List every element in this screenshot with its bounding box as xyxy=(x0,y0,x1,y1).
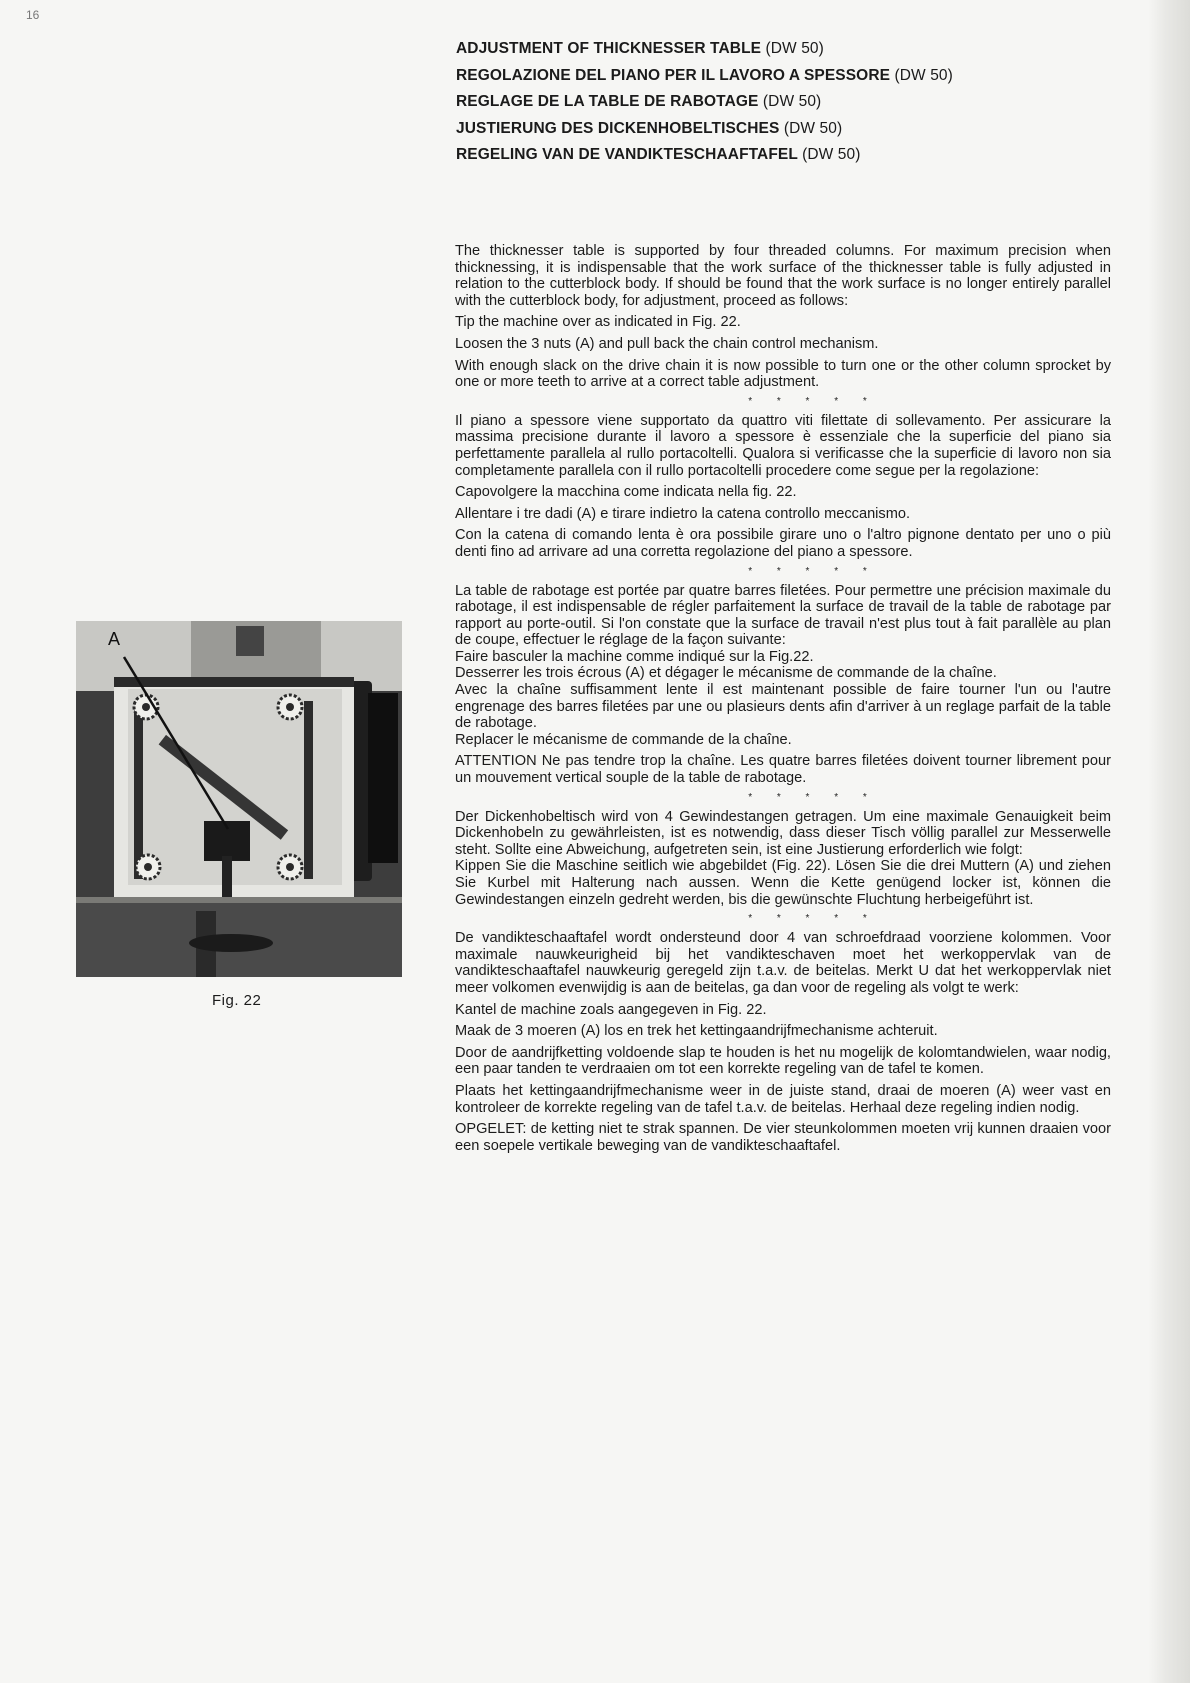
separator: * * * * * xyxy=(748,913,878,925)
paragraph: Kippen Sie die Maschine seitlich wie abgebildet (Fig. 22). Lösen Sie die drei Muttern (A) und ziehen Sie Kurbel mit Halterung nach aussen. Wenn die Kette genügend locker ist, können die Gewindestangen einzeln gedreht werden, bis die gewünschte Fluchtung herbeigeführt ist. xyxy=(455,858,1111,908)
machine-illustration xyxy=(76,621,402,977)
paragraph: ATTENTION Ne pas tendre trop la chaîne. Les quatre barres filetées doivent tourner librement pour un mouvement vertical souple de la table de rabotage. xyxy=(455,753,1111,787)
section-titles xyxy=(456,40,1076,173)
paragraph: Desserrer les trois écrous (A) et dégager le mécanisme de commande de la chaîne. xyxy=(455,665,997,682)
paragraph: Kantel de machine zoals aangegeven in Fig. 22. xyxy=(455,1001,767,1018)
figure-22-photo xyxy=(76,621,402,977)
dutch-section xyxy=(455,930,1111,1154)
figure-caption: Fig. 22 xyxy=(212,992,262,1009)
german-section xyxy=(455,809,1111,909)
paragraph: Con la catena di comando lenta è ora possibile girare uno o l'altro pignone dentato per uno o più denti fino ad arrivare ad una corretta regolazione del piano a spessore. xyxy=(455,527,1111,560)
separator: * * * * * xyxy=(748,791,878,803)
paragraph: Il piano a spessore viene supportato da quattro viti filettate di sollevamento. Per assicurare la massima precisione durante il lavoro a spessore è essenziale che la superficie del piano sia perfettamente parallela al rullo portacoltelli. Qualora si verificasse che la superficie di lavoro non sia completamente parallela con il rullo portacoltelli procedere come segue per la regolazione: xyxy=(455,412,1111,479)
instructions-body xyxy=(455,243,1111,1159)
paragraph: Faire basculer la machine comme indiqué sur la Fig.22. xyxy=(455,648,814,665)
paragraph: Loosen the 3 nuts (A) and pull back the chain control mechanism. xyxy=(455,335,879,352)
paragraph: Der Dickenhobeltisch wird von 4 Gewindestangen getragen. Um eine maximale Genauigkeit beim Dickenhobeln zu gewährleisten, ist es notwendig, dass dieser Tisch völlig parallel zur Messerwelle steht. Sollte eine Abweichung, aufgetreten sein, ist eine Justierung erforderlich wie folgt: xyxy=(455,808,1111,858)
paragraph: Replacer le mécanisme de commande de la chaîne. xyxy=(455,731,792,748)
title-italian: REGOLAZIONE DEL PIANO PER IL LAVORO A SPESSORE (DW 50) xyxy=(456,66,953,84)
paragraph: Plaats het kettingaandrijfmechanisme weer in de juiste stand, draai de moeren (A) weer vast en kontroleer de korrekte regeling van de tafel t.a.v. de beitelas. Herhaal deze regeling indien nodig. xyxy=(455,1082,1111,1116)
paragraph: De vandikteschaaftafel wordt ondersteund door 4 van schroefdraad voorziene kolommen. Voor maximale nauwkeurigheid bij het vandikteschaven moet het werkoppervlak van de vandikteschaaftafel nauwkeurig geregeld zijn t.a.v. de beitelas. Merkt U dat het werkoppervlak niet meer volkomen evenwijdig is aan de beitelas, ga dan voor de regeling als volgt te werk: xyxy=(455,930,1111,996)
english-section xyxy=(455,243,1111,391)
paragraph: Maak de 3 moeren (A) los en trek het kettingaandrijfmechanisme achteruit. xyxy=(455,1023,938,1040)
paragraph: Tip the machine over as indicated in Fig. 22. xyxy=(455,314,741,331)
title-french: REGLAGE DE LA TABLE DE RABOTAGE (DW 50) xyxy=(456,93,822,110)
paragraph: Capovolgere la macchina come indicata nella fig. 22. xyxy=(455,484,797,501)
title-english: ADJUSTMENT OF THICKNESSER TABLE (DW 50) xyxy=(456,40,824,57)
separator: * * * * * xyxy=(748,395,878,407)
page-edge-shadow xyxy=(1148,0,1190,1683)
italian-section xyxy=(455,413,1111,561)
paragraph: OPGELET: de ketting niet te strak spannen. De vier steunkolommen moeten vrij kunnen draaien voor een soepele vertikale beweging van de vandikteschaaftafel. xyxy=(455,1121,1111,1154)
paragraph: With enough slack on the drive chain it is now possible to turn one or the other column sprocket by one or more teeth to arrive at a correct table adjustment. xyxy=(455,357,1111,391)
separator: * * * * * xyxy=(748,565,878,577)
callout-label-a: A xyxy=(108,629,121,649)
title-dutch: REGELING VAN DE VANDIKTESCHAAFTAFEL (DW 50) xyxy=(456,146,861,163)
page-number: 16 xyxy=(26,8,40,22)
paragraph: Avec la chaîne suffisamment lente il est maintenant possible de faire tourner l'un ou l'autre engrenage des barres filetées par une ou plasieurs dents afin d'arriver à un reglage parfait de la table de rabotage. xyxy=(455,682,1111,732)
paragraph: La table de rabotage est portée par quatre barres filetées. Pour permettre une précision maximale du rabotage, il est indispensable de régler parfaitement la surface de travail de la table de rabotage par rapport au porte-outil. Si l'on constate que la surface de travail n'est plus tout à fait parallèle au plan de coupe, effectuer le réglage de la façon suivante: xyxy=(455,582,1111,649)
title-german: JUSTIERUNG DES DICKENHOBELTISCHES (DW 50) xyxy=(456,119,843,137)
paragraph: Door de aandrijfketting voldoende slap te houden is het nu mogelijk de kolomtandwielen, waar nodig, een paar tanden te verdraaien om tot een korrekte regeling van de tafel te komen. xyxy=(455,1044,1111,1078)
paragraph: Allentare i tre dadi (A) e tirare indietro la catena controllo meccanismo. xyxy=(455,505,911,522)
paragraph: The thicknesser table is supported by four threaded columns. For maximum precision when thicknessing, it is indispensable that the work surface of the thicknesser table is fully adjusted in relation to the cutterblock body. If should be found that the work surface is no longer entirely parallel with the cutterblock body, for adjustment, proceed as follows: xyxy=(455,243,1111,309)
french-section xyxy=(455,583,1111,787)
